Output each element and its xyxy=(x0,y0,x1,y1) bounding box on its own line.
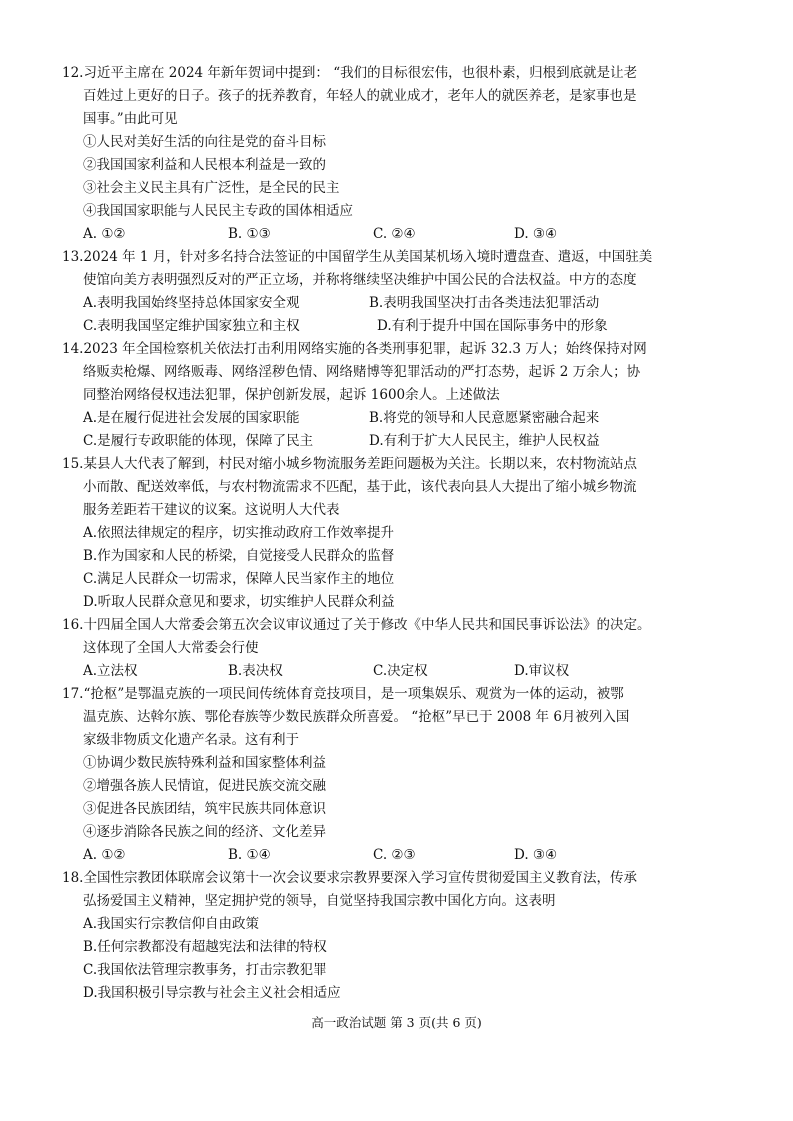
options-row xyxy=(62,407,752,430)
option-d: D.有利于提升中国在国际事务中的形象 xyxy=(377,318,608,334)
option-b: B. ①④ xyxy=(228,847,271,863)
question-stem: 17.“抢枢”是鄂温克族的一项民间传统体育竞技项目，是一项集娱乐、观赏为一体的运动，被鄂 xyxy=(62,686,624,702)
option-a: A.我国实行宗教信仰自由政策 xyxy=(83,916,260,932)
option-a: A.是在履行促进社会发展的国家职能 xyxy=(83,410,300,426)
option-d: D.有利于扩大人民民主，维护人民权益 xyxy=(369,433,600,449)
option-b: B.将党的领导和人民意愿紧密融合起来 xyxy=(369,410,600,426)
option-a: A. ①② xyxy=(83,226,126,242)
question-stem: 使馆向美方表明强烈反对的严正立场，并称将继续坚决维护中国公民的合法权益。中方的态度 xyxy=(83,272,637,288)
question-stem: 13.2024 年 1 月，针对多名持合法签证的中国留学生从美国某机场入境时遭盘查、遣返，中国驻美 xyxy=(62,249,653,265)
question-16 xyxy=(62,614,752,683)
option-b: B.任何宗教都没有超越宪法和法律的特权 xyxy=(83,939,327,955)
page-footer: 高一政治试题 第 3 页(共 6 页) xyxy=(311,1015,482,1030)
option-c: C.是履行专政职能的体现，保障了民主 xyxy=(83,433,314,449)
question-stem: 小而散、配送效率低，与农村物流需求不匹配，基于此，该代表向县人大提出了缩小城乡物流 xyxy=(83,479,637,495)
question-stem: 这体现了全国人大常委会行使 xyxy=(83,640,259,656)
option-a: A.立法权 xyxy=(83,663,138,679)
statement-2: ②增强各族人民情谊，促进民族交流交融 xyxy=(83,778,326,794)
question-18 xyxy=(62,867,752,1005)
statement-2: ②我国国家利益和人民根本利益是一致的 xyxy=(83,157,326,173)
question-stem: 国事。”由此可见 xyxy=(83,111,178,127)
question-stem: 12.习近平主席在 2024 年新年贺词中提到： “我们的目标很宏伟，也很朴素，归根到底就是让老 xyxy=(62,65,638,81)
option-c: C.表明我国坚定维护国家独立和主权 xyxy=(83,318,300,334)
question-stem: 弘扬爱国主义精神，坚定拥护党的领导，自觉坚持我国宗教中国化方向。这表明 xyxy=(83,893,556,909)
option-b: B.作为国家和人民的桥梁，自觉接受人民群众的监督 xyxy=(83,548,395,564)
statement-4: ④逐步消除各民族之间的经济、文化差异 xyxy=(83,824,326,840)
question-stem: 络贩卖枪爆、网络贩毒、网络淫秽色情、网络赌博等犯罪活动的严打态势，起诉 2 万余人；协 xyxy=(83,364,641,380)
option-c: C. ②④ xyxy=(373,226,416,242)
statement-3: ③促进各民族团结，筑牢民族共同体意识 xyxy=(83,801,326,817)
option-d: D.我国积极引导宗教与社会主义社会相适应 xyxy=(83,985,341,1001)
question-stem: 百姓过上更好的日子。孩子的抚养教育，年轻人的就业成才，老年人的就医养老，是家事也是 xyxy=(83,88,637,104)
question-stem: 18.全国性宗教团体联席会议第十一次会议要求宗教界要深入学习宣传贯彻爱国主义教育法，传承 xyxy=(62,870,637,886)
option-a: A.表明我国始终坚持总体国家安全观 xyxy=(83,295,300,311)
question-stem: 15.某县人大代表了解到，村民对缩小城乡物流服务差距问题极为关注。长期以来，农村物流站点 xyxy=(62,456,637,472)
options-row xyxy=(62,430,752,453)
question-13 xyxy=(62,246,752,338)
option-d: D. ③④ xyxy=(514,847,558,863)
question-stem: 家级非物质文化遗产名录。这有利于 xyxy=(83,732,299,748)
option-a: A. ①② xyxy=(83,847,126,863)
option-c: C.我国依法管理宗教事务，打击宗教犯罪 xyxy=(83,962,327,978)
question-15 xyxy=(62,453,752,614)
question-stem: 温克族、达斡尔族、鄂伦春族等少数民族群众所喜爱。 “抢枢”早已于 2008 年 6月被列入国 xyxy=(83,709,630,725)
options-row xyxy=(62,315,752,338)
options-row xyxy=(62,223,752,246)
option-b: B.表决权 xyxy=(228,663,283,679)
option-a: A.依照法律规定的程序，切实推动政府工作效率提升 xyxy=(83,525,395,541)
option-d: D.审议权 xyxy=(514,663,570,679)
statement-3: ③社会主义民主具有广泛性，是全民的民主 xyxy=(83,180,340,196)
question-stem: 16.十四届全国人大常委会第五次会议审议通过了关于修改《中华人民共和国民事诉讼法》的决定。 xyxy=(62,617,651,633)
option-d: D. ③④ xyxy=(514,226,558,242)
option-b: B.表明我国坚决打击各类违法犯罪活动 xyxy=(369,295,600,311)
question-stem: 服务差距若干建议的议案。这说明人大代表 xyxy=(83,502,340,518)
option-d: D.听取人民群众意见和要求，切实维护人民群众利益 xyxy=(83,594,395,610)
question-stem: 同整治网络侵权违法犯罪，保护创新发展，起诉 1600余人。上述做法 xyxy=(83,387,500,403)
options-row xyxy=(62,292,752,315)
option-c: C.决定权 xyxy=(373,663,428,679)
option-b: B. ①③ xyxy=(228,226,271,242)
options-row xyxy=(62,844,752,867)
exam-page xyxy=(62,62,752,1005)
question-17 xyxy=(62,683,752,867)
option-c: C. ②③ xyxy=(373,847,416,863)
question-14 xyxy=(62,338,752,453)
question-12 xyxy=(62,62,752,246)
question-stem: 14.2023 年全国检察机关依法打击利用网络实施的各类刑事犯罪，起诉 32.3 万人；始终保持对网 xyxy=(62,341,647,357)
statement-1: ①人民对美好生活的向往是党的奋斗目标 xyxy=(83,134,326,150)
option-c: C.满足人民群众一切需求，保障人民当家作主的地位 xyxy=(83,571,395,587)
statement-1: ①协调少数民族特殊利益和国家整体利益 xyxy=(83,755,326,771)
options-row xyxy=(62,660,752,683)
statement-4: ④我国国家职能与人民民主专政的国体相适应 xyxy=(83,203,353,219)
